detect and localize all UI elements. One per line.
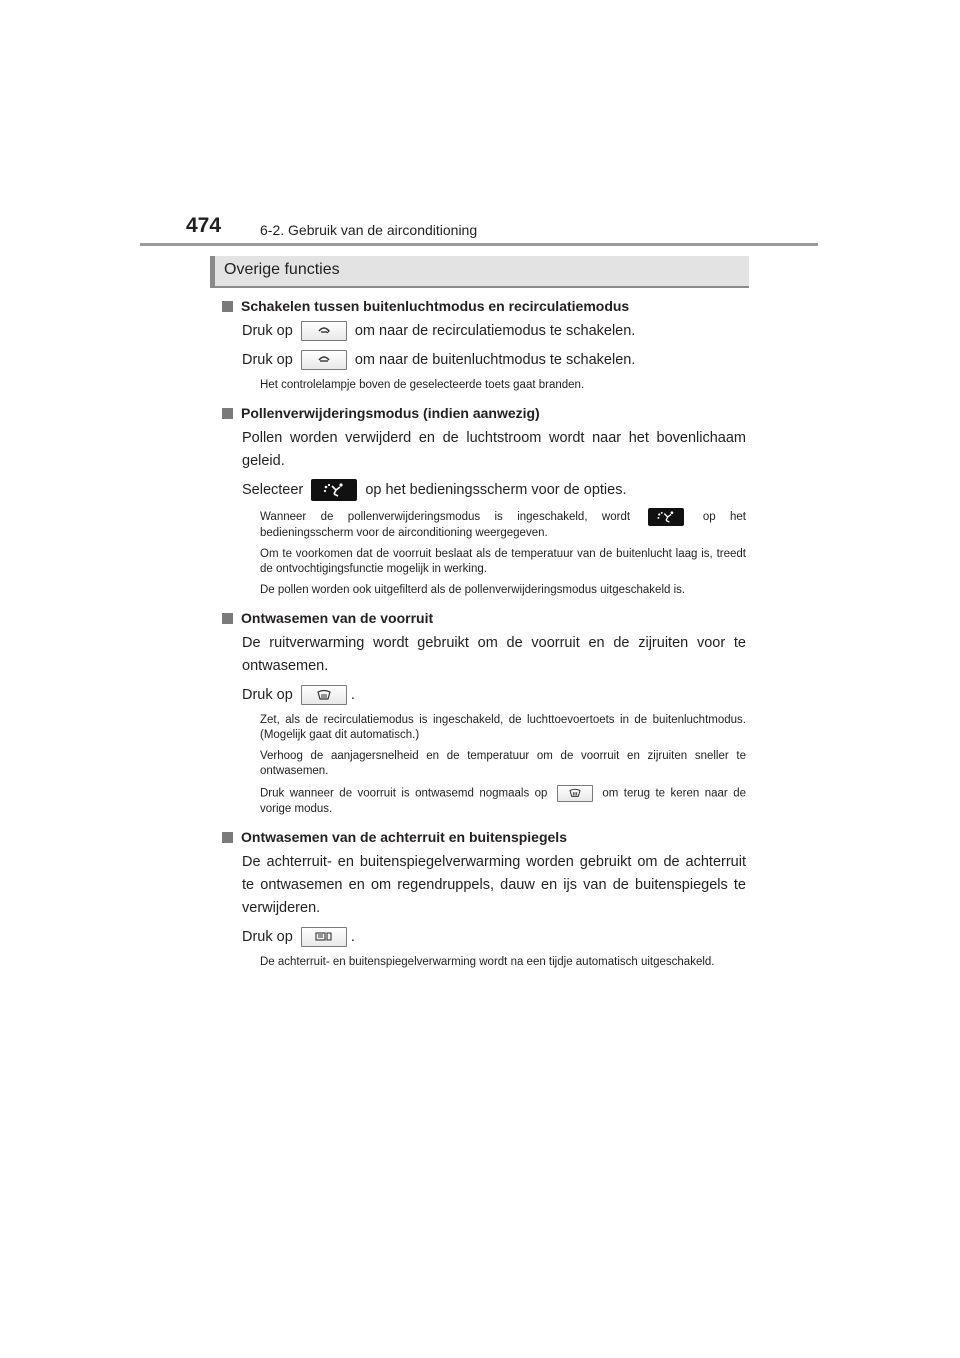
step-text: Druk op <box>242 352 293 368</box>
step-text: om naar de recirculatiemodus te schakelen. <box>354 323 636 339</box>
windshield-defogger-button-icon <box>301 685 347 705</box>
chapter-title: 6-2. Gebruik van de airconditioning <box>260 222 478 238</box>
step-text: om naar de buitenluchtmodus te schakelen. <box>354 352 636 368</box>
step-text: . <box>350 687 355 703</box>
defog-front-note-3 <box>260 785 746 817</box>
defog-rear-note: De achterruit- en buitenspiegelverwarming wordt na een tijdje automatisch uitgeschakeld. <box>260 956 715 968</box>
main-content <box>222 292 746 970</box>
section-accent <box>210 256 215 288</box>
square-bullet-icon <box>222 613 233 624</box>
pollen-text: Pollen worden verwijderd en de luchtstroom wordt naar het bovenlichaam geleid. <box>242 430 746 469</box>
pollen-note-1 <box>260 508 746 541</box>
square-bullet-icon <box>222 301 233 312</box>
step-text: op het bedieningsscherm voor de opties. <box>365 482 627 498</box>
pollen-note-2: Om te voorkomen dat de voorruit beslaat als de temperatuur van de buitenlucht laag is, treedt de ontvochtigingsfunctie mogelijk in werking. <box>260 548 746 575</box>
recirculation-button-icon <box>301 321 347 341</box>
step-text: Selecteer <box>242 482 304 498</box>
outside-air-button-icon <box>301 350 347 370</box>
section-title: Overige functies <box>224 261 340 278</box>
step-text: Druk op <box>242 687 293 703</box>
section-title-bar <box>210 256 749 288</box>
topic-heading-text: Ontwasemen van de achterruit en buitenspiegels <box>241 829 567 845</box>
pollen-note-3: De pollen worden ook uitgefilterd als de pollenverwijderingsmodus uitgeschakeld is. <box>260 584 686 596</box>
defog-front-step <box>242 684 746 707</box>
topic-heading-text: Pollenverwijderingsmodus (indien aanwezig) <box>241 405 540 421</box>
windshield-defogger-button-icon <box>557 785 593 802</box>
defog-rear-step <box>242 926 746 949</box>
square-bullet-icon <box>222 408 233 419</box>
topic-defog-front-heading <box>222 610 746 626</box>
step-text: Druk op <box>242 929 293 945</box>
pollen-mode-icon <box>311 479 357 501</box>
recirc-step-1 <box>242 320 746 343</box>
defog-rear-text: De achterruit- en buitenspiegelverwarming worden gebruikt om de achterruit te ontwasemen en om regendruppels, dauw en ijs van de buitenspiegels te verwijderen. <box>242 854 746 916</box>
defog-front-note-2: Verhoog de aanjagersnelheid en de temperatuur om de voorruit en zijruiten sneller te ontwasemen. <box>260 750 746 777</box>
note-text: Wanneer de pollenverwijderingsmodus is ingeschakeld, wordt <box>260 511 631 524</box>
note-text: Druk wanneer de voorruit is ontwasemd nogmaals op <box>260 787 548 800</box>
recirc-note: Het controlelampje boven de geselecteerde toets gaat branden. <box>260 379 585 391</box>
header-divider <box>140 243 818 246</box>
topic-heading-text: Ontwasemen van de voorruit <box>241 610 434 626</box>
topic-defog-rear-heading <box>222 829 746 845</box>
defog-front-text: De ruitverwarming wordt gebruikt om de voorruit en de zijruiten voor te ontwasemen. <box>242 635 746 674</box>
rear-window-defogger-button-icon <box>301 927 347 947</box>
page-number: 474 <box>186 214 222 237</box>
page-header <box>186 214 818 246</box>
note-text: op het bedieningsscherm voor de airconditioning weergegeven. <box>260 511 746 539</box>
pollen-mode-icon <box>648 508 684 526</box>
defog-front-note-1: Zet, als de recirculatiemodus is ingeschakeld, de luchttoevoertoets in de buitenluchtmodus. (Mogelijk gaat dit automatisch.) <box>260 714 746 741</box>
recirc-step-2 <box>242 349 746 372</box>
step-text: Druk op <box>242 323 293 339</box>
pollen-select-step <box>242 479 746 502</box>
note-text: om terug te keren naar de vorige modus. <box>260 787 746 815</box>
square-bullet-icon <box>222 832 233 843</box>
topic-heading-text: Schakelen tussen buitenluchtmodus en recirculatiemodus <box>241 298 630 314</box>
topic-pollen-heading <box>222 405 746 421</box>
topic-recirculation-heading <box>222 298 746 314</box>
step-text: . <box>350 929 355 945</box>
